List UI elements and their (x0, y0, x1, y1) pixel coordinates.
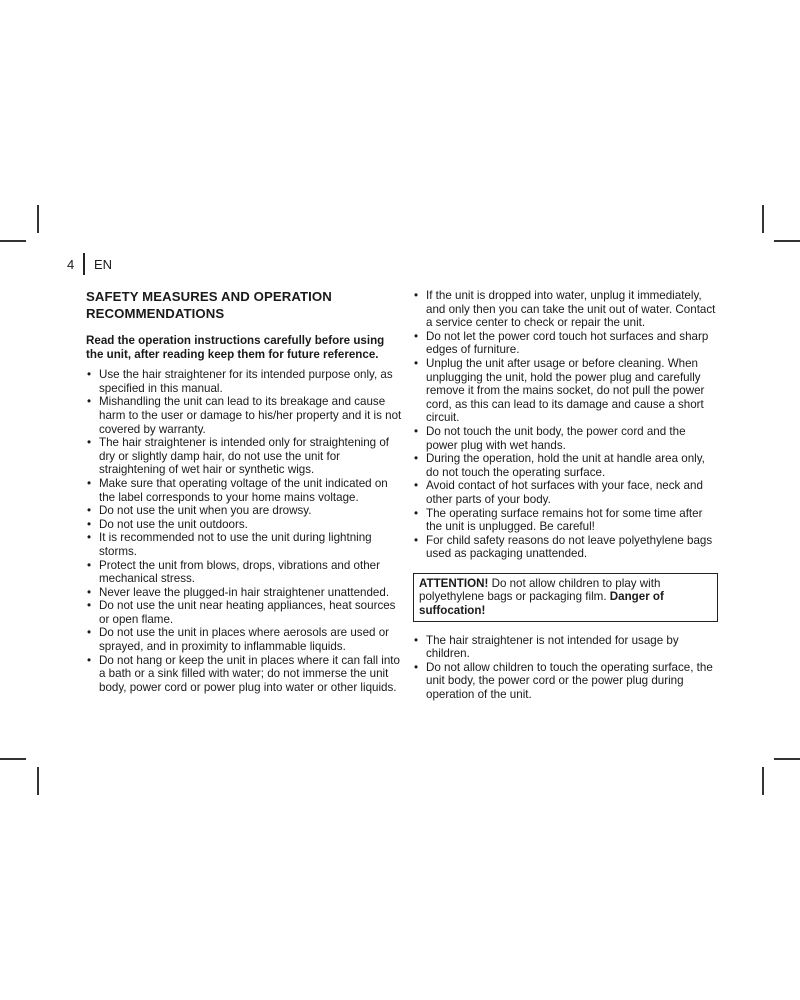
list-item: • Make sure that operating voltage of the unit indicated on the label corresponds to your home mains voltage. (86, 477, 404, 504)
intro-paragraph: Read the operation instructions carefully before using the unit, after reading keep them for future reference. (86, 334, 385, 361)
attention-text: Do not allow children to play with polyethylene bags or packaging film. (419, 576, 661, 604)
crop-mark-bl-horizontal (0, 758, 26, 760)
attention-label: ATTENTION! (419, 576, 489, 590)
crop-mark-tl-horizontal (0, 240, 26, 242)
safety-list-right (413, 289, 718, 561)
language-code: EN (94, 257, 113, 272)
list-item: • Use the hair straightener for its intended purpose only, as specified in this manual. (86, 368, 404, 395)
attention-box (413, 573, 718, 622)
list-item: • Do not use the unit near heating appliances, heat sources or open flame. (86, 599, 404, 626)
list-item: • The operating surface remains hot for some time after the unit is unplugged. Be careful! (413, 507, 718, 534)
list-item: • Do not let the power cord touch hot surfaces and sharp edges of furniture. (413, 330, 718, 357)
list-item: • Do not use the unit in places where aerosols are used or sprayed, and in proximity to inflammable liquids. (86, 626, 404, 653)
list-item: • Do not hang or keep the unit in places where it can fall into a bath or a sink filled with water; do not immerse the unit body, power cord or power plug into water or other liquids. (86, 654, 404, 695)
crop-mark-tr-horizontal (774, 240, 800, 242)
list-item: • Protect the unit from blows, drops, vibrations and other mechanical stress. (86, 559, 404, 586)
crop-mark-br-horizontal (774, 758, 800, 760)
list-item: • Mishandling the unit can lead to its breakage and cause harm to the user or damage to his/her property and it is not covered by warranty. (86, 395, 404, 436)
page-number-divider (83, 253, 85, 275)
list-item: • Avoid contact of hot surfaces with your face, neck and other parts of your body. (413, 479, 718, 506)
list-item: • Unplug the unit after usage or before cleaning. When unplugging the unit, hold the power plug and carefully remove it from the mains socket, do not pull the power cord, as this can lead to its damage and cause a short circuit. (413, 357, 718, 425)
list-item: • Do not use the unit when you are drowsy. (86, 504, 404, 518)
attention-danger: Danger of suffocation! (419, 590, 664, 618)
list-item: • Never leave the plugged-in hair straightener unattended. (86, 586, 404, 600)
list-item: • If the unit is dropped into water, unplug it immediately, and only then you can take the unit out of water. Contact a service center to check or repair the unit. (413, 289, 718, 330)
list-item: • Do not use the unit outdoors. (86, 518, 404, 532)
crop-mark-bl-vertical (37, 767, 39, 795)
list-item: • The hair straightener is intended only for straightening of dry or slightly damp hair, do not use the unit for straightening of wet hair or synthetic wigs. (86, 436, 404, 477)
crop-mark-tl-vertical (37, 205, 39, 233)
safety-list-right-2 (413, 634, 718, 702)
page-number: 4 (67, 257, 75, 272)
right-column (413, 289, 718, 702)
crop-mark-br-vertical (762, 767, 764, 795)
safety-list-left (86, 368, 404, 694)
crop-mark-tr-vertical (762, 205, 764, 233)
left-column (86, 288, 404, 694)
list-item: • The hair straightener is not intended for usage by children. (413, 634, 718, 661)
list-item: • Do not touch the unit body, the power cord and the power plug with wet hands. (413, 425, 718, 452)
list-item: • For child safety reasons do not leave polyethylene bags used as packaging unattended. (413, 534, 718, 561)
list-item: • Do not allow children to touch the operating surface, the unit body, the power cord or the power plug during operation of the unit. (413, 661, 718, 702)
list-item: • It is recommended not to use the unit during lightning storms. (86, 531, 404, 558)
list-item: • During the operation, hold the unit at handle area only, do not touch the operating surface. (413, 452, 718, 479)
section-title: SAFETY MEASURES AND OPERATION RECOMMENDATIONS (86, 289, 332, 321)
